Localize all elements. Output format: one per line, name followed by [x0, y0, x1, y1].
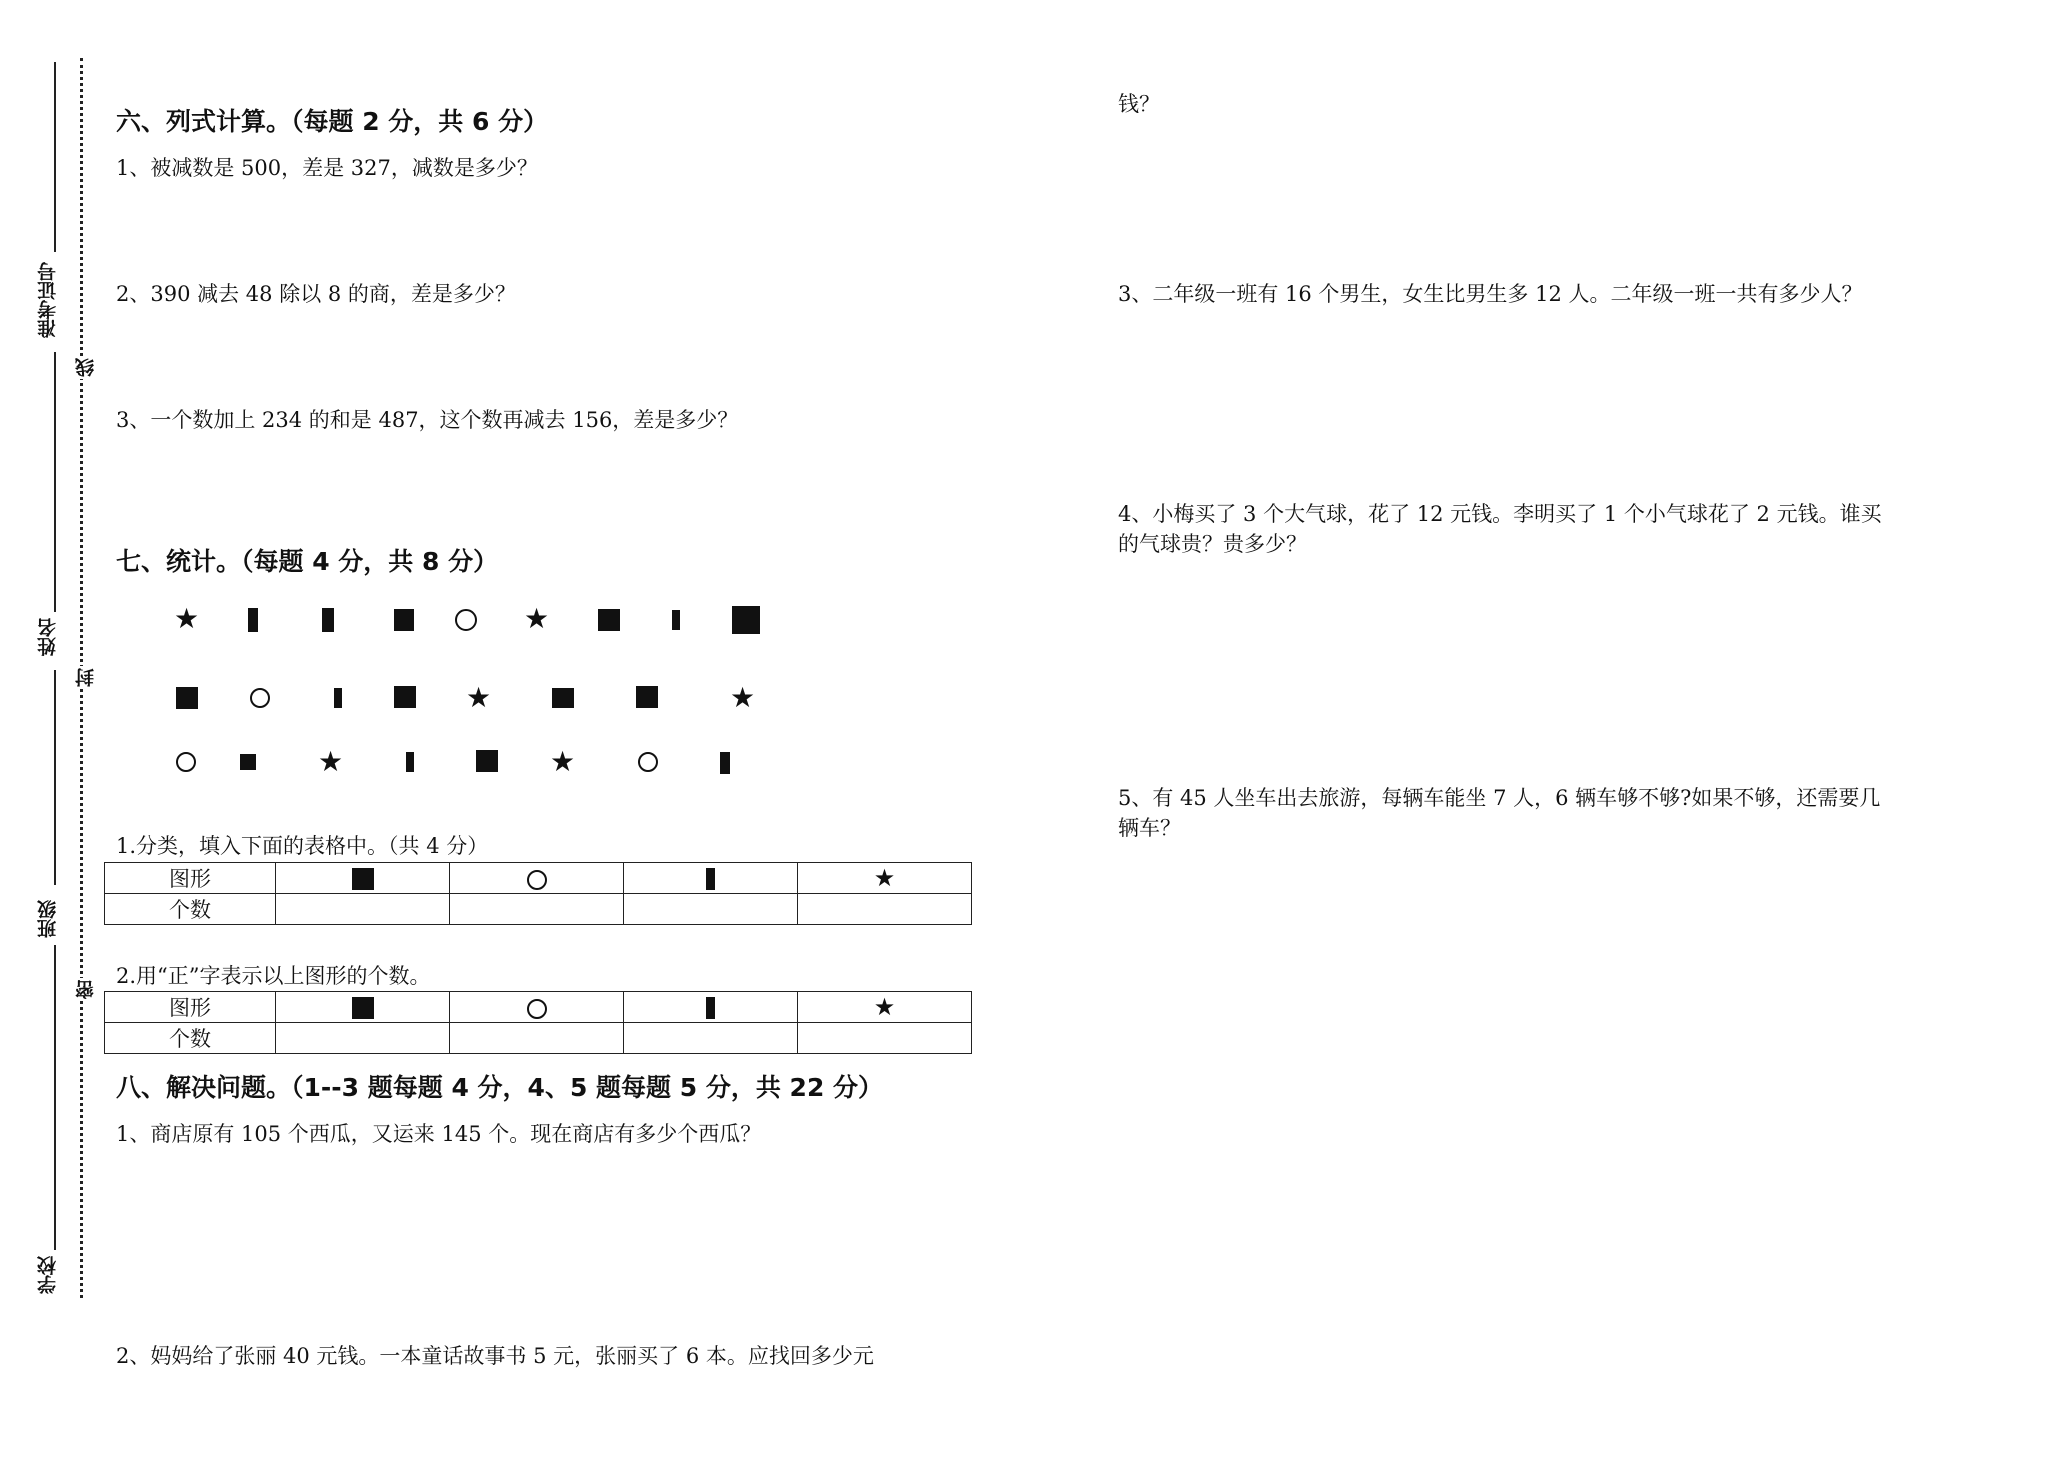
circle-shape: [176, 752, 196, 772]
section7-title: 七、统计。（每题 4 分，共 8 分）: [116, 547, 499, 576]
table-cell-star: [798, 992, 972, 1023]
table-cell-answer[interactable]: [624, 1023, 798, 1054]
field-class-label: 班级: [37, 900, 59, 938]
section8-question-5-line2: 辆车？: [1118, 816, 1181, 840]
section6-question-1: 1、被减数是 500，差是 327，减数是多少？: [116, 156, 538, 180]
seal-mark-line: 线: [72, 356, 99, 379]
table-cell-answer[interactable]: [798, 894, 972, 925]
bar-shape: [406, 752, 414, 772]
margin-line: [54, 352, 56, 612]
table-row: [105, 1023, 972, 1054]
star-shape: ★: [873, 993, 896, 1021]
star-shape: ★: [524, 602, 550, 635]
section8-question-4-line2: 的气球贵？贵多少？: [1118, 532, 1307, 556]
square-shape: [552, 688, 574, 708]
circle-shape: [527, 870, 547, 890]
bar-shape: [322, 608, 334, 632]
section8-question-4-line1: 4、小梅买了 3 个大气球，花了 12 元钱。李明买了 1 个小气球花了 2 元钱。谁买: [1118, 502, 1882, 526]
section8-question-1: 1、商店原有 105 个西瓜，又运来 145 个。现在商店有多少个西瓜？: [116, 1122, 762, 1146]
square-shape: [352, 997, 374, 1019]
table1-title: 1.分类，填入下面的表格中。（共 4 分）: [116, 834, 489, 858]
table-cell-circle: [450, 863, 624, 894]
star-shape: ★: [550, 745, 576, 778]
bar-shape: [720, 752, 730, 774]
square-shape: [636, 686, 658, 708]
circle-shape: [455, 609, 477, 631]
circle-shape: [638, 752, 658, 772]
table-header-cell: 图形: [105, 992, 276, 1023]
tally-table: [104, 991, 972, 1054]
star-shape: ★: [318, 745, 344, 778]
star-shape: ★: [174, 602, 200, 635]
table-row: [105, 863, 972, 894]
circle-shape: [250, 688, 270, 708]
star-shape: ★: [730, 681, 756, 714]
square-shape: [476, 750, 498, 772]
margin-line: [54, 945, 56, 1250]
table-cell-answer[interactable]: [276, 1023, 450, 1054]
section6-question-3: 3、一个数加上 234 的和是 487，这个数再减去 156，差是多少？: [116, 408, 739, 432]
field-exam-number-label: 准考证号: [37, 262, 59, 338]
section6-question-2: 2、390 减去 48 除以 8 的商，差是多少？: [116, 282, 516, 306]
bar-shape: [334, 688, 342, 708]
circle-shape: [527, 999, 547, 1019]
section8-title: 八、解决问题。（1--3 题每题 4 分，4、5 题每题 5 分，共 22 分）: [116, 1073, 884, 1102]
square-shape: [176, 687, 198, 709]
table2-title: 2.用“正”字表示以上图形的个数。: [116, 964, 431, 988]
section8-question-3: 3、二年级一班有 16 个男生，女生比男生多 12 人。二年级一班一共有多少人？: [1118, 282, 1863, 306]
section8-question-2: 2、妈妈给了张丽 40 元钱。一本童话故事书 5 元，张丽买了 6 本。应找回多少元: [116, 1344, 874, 1368]
seal-mark-secret: 密: [72, 978, 99, 1001]
section8-question-2-continued: 钱？: [1118, 92, 1160, 116]
table-cell-answer[interactable]: [798, 1023, 972, 1054]
section8-question-5-line1: 5、有 45 人坐车出去旅游，每辆车能坐 7 人，6 辆车够不够?如果不够，还需要几: [1118, 786, 1881, 810]
seal-mark-seal: 封: [72, 666, 99, 689]
table-cell-bar: [624, 863, 798, 894]
table-cell-square: [276, 863, 450, 894]
table-cell-answer[interactable]: [276, 894, 450, 925]
table-row: [105, 894, 972, 925]
bar-shape: [248, 608, 258, 632]
square-shape: [394, 686, 416, 708]
big-square-shape: [732, 606, 760, 634]
table-cell-answer[interactable]: [450, 894, 624, 925]
table-cell-square: [276, 992, 450, 1023]
margin-line: [54, 670, 56, 885]
star-shape: ★: [873, 864, 896, 892]
margin-line: [54, 62, 56, 252]
table-cell-answer[interactable]: [450, 1023, 624, 1054]
table-row: [105, 992, 972, 1023]
square-shape: [240, 754, 256, 770]
table-cell-answer[interactable]: [624, 894, 798, 925]
square-shape: [352, 868, 374, 890]
square-shape: [598, 609, 620, 631]
table-cell-star: [798, 863, 972, 894]
table-header-cell: 图形: [105, 863, 276, 894]
table-header-cell: 个数: [105, 894, 276, 925]
field-name-label: 姓名: [37, 618, 59, 656]
square-shape: [394, 609, 414, 631]
section6-title: 六、列式计算。（每题 2 分，共 6 分）: [116, 107, 549, 136]
table-cell-circle: [450, 992, 624, 1023]
star-shape: ★: [466, 681, 492, 714]
table-header-cell: 个数: [105, 1023, 276, 1054]
bar-shape: [672, 610, 680, 630]
bar-shape: [706, 868, 715, 890]
bar-shape: [706, 997, 715, 1019]
classification-table: [104, 862, 972, 925]
field-school-label: 学校: [37, 1256, 59, 1294]
table-cell-bar: [624, 992, 798, 1023]
